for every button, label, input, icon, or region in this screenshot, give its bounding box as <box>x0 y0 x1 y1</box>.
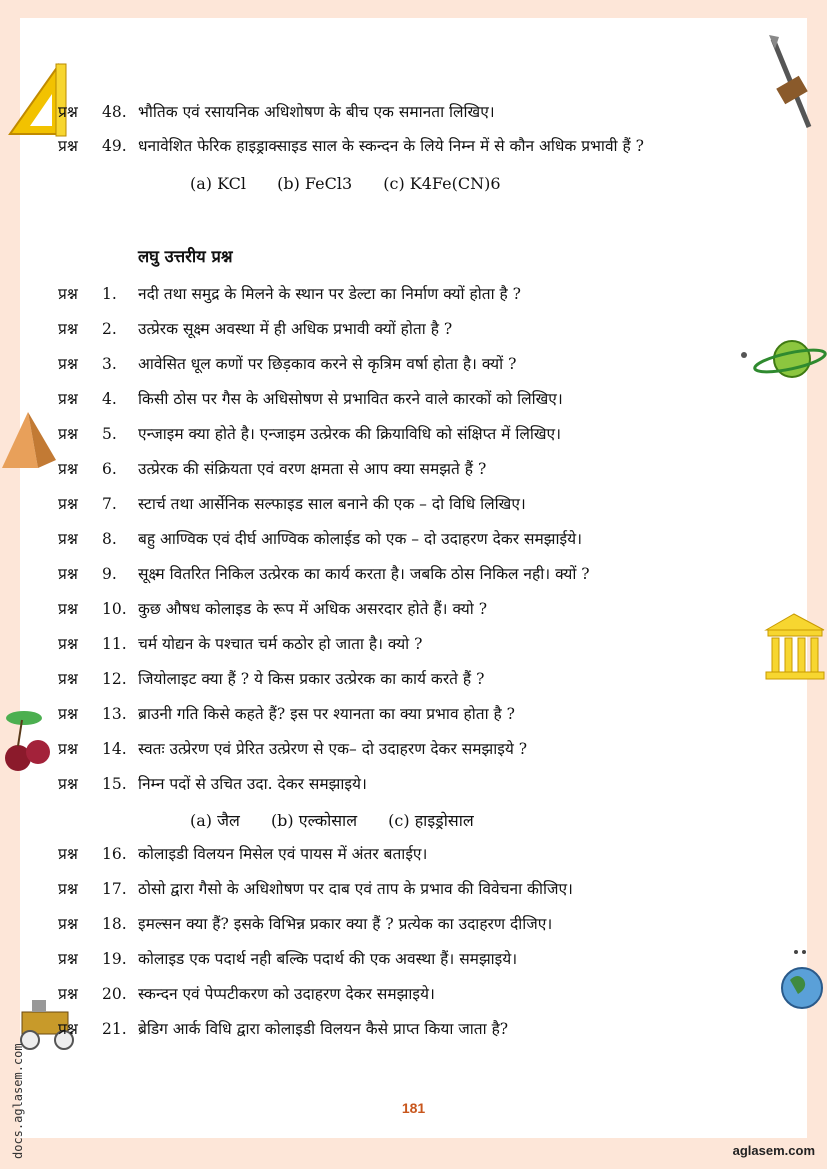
question-label: प्रश्न <box>58 320 78 338</box>
question-label: प्रश्न <box>58 670 78 688</box>
question-label: प्रश्न <box>58 285 78 303</box>
question-text: भौतिक एवं रसायनिक अधिशोषण के बीच एक समानता लिखिए। <box>138 103 495 121</box>
question-number: 1. <box>102 285 117 303</box>
q15-options <box>190 809 500 831</box>
question-label: प्रश्न <box>58 103 78 121</box>
q49-options <box>190 174 527 193</box>
question-text: बहु आण्विक एवं दीर्घ आण्विक कोलाईड को एक – दो उदाहरण देकर समझाईये। <box>138 530 582 548</box>
question-number: 21. <box>102 1020 127 1038</box>
option-a: (a) KCl <box>190 174 246 193</box>
question-text: कोलाइड एक पदार्थ नही बल्कि पदार्थ की एक अवस्था हैं। समझाइये। <box>138 950 518 968</box>
question-row <box>58 949 517 969</box>
page-number: 181 <box>401 1100 426 1116</box>
question-text: किसी ठोस पर गैस के अधिसोषण से प्रभावित करने वाले कारकों को लिखिए। <box>138 390 563 408</box>
planet-icon <box>740 335 827 383</box>
question-text: ब्राउनी गति किसे कहते हैं? इस पर श्यानता का क्या प्रभाव होता है ? <box>138 705 515 723</box>
question-48 <box>58 102 495 122</box>
question-label: प्रश्न <box>58 460 78 478</box>
option-a: (a) जैल <box>190 811 240 830</box>
question-row <box>58 424 561 444</box>
question-row <box>58 529 582 549</box>
question-label: प्रश्न <box>58 495 78 513</box>
question-text: स्वतः उत्प्रेरण एवं प्रेरित उत्प्रेरण से एक– दो उदाहरण देकर समझाइये ? <box>138 740 528 758</box>
question-row <box>58 389 563 409</box>
question-text: इमल्सन क्या हैं? इसके विभिन्न प्रकार क्या हैं ? प्रत्येक का उदाहरण दीजिए। <box>138 915 553 933</box>
question-row <box>58 844 427 864</box>
question-text: स्कन्दन एवं पेप्पटीकरण को उदाहरण देकर समझाइये। <box>138 985 435 1003</box>
question-text: सूक्ष्म वितरित निकिल उत्प्रेरक का कार्य करता है। जबकि ठोस निकिल नही। क्यों ? <box>138 565 590 583</box>
question-label: प्रश्न <box>58 1020 78 1038</box>
question-label: प्रश्न <box>58 355 78 373</box>
globe-icon <box>778 948 827 1014</box>
question-row <box>58 599 487 619</box>
question-text: आवेसित धूल कणों पर छिड़काव करने से कृत्रिम वर्षा होता है। क्यों ? <box>138 355 517 373</box>
question-text: नदी तथा समुद्र के मिलने के स्थान पर डेल्टा का निर्माण क्यों होता है ? <box>138 285 521 303</box>
question-number: 19. <box>102 950 127 968</box>
vertical-watermark: docs.aglasem.com <box>11 1043 25 1159</box>
question-text: एन्जाइम क्या होते है। एन्जाइम उत्प्रेरक की क्रियाविधि को संक्षिप्त में लिखिए। <box>138 425 561 443</box>
question-label: प्रश्न <box>58 565 78 583</box>
question-number: 3. <box>102 355 117 373</box>
question-row <box>58 494 526 514</box>
question-number: 12. <box>102 670 127 688</box>
question-label: प्रश्न <box>58 985 78 1003</box>
question-row <box>58 879 573 899</box>
ruler-triangle-icon <box>4 60 68 138</box>
option-b: (b) एल्कोसाल <box>270 811 358 830</box>
question-number: 7. <box>102 495 117 513</box>
temple-icon <box>762 612 827 682</box>
question-row <box>58 669 484 689</box>
question-row <box>58 704 515 724</box>
question-number: 18. <box>102 915 127 933</box>
question-label: प्रश्न <box>58 740 78 758</box>
question-row <box>58 459 486 479</box>
option-c: (c) K4Fe(CN)6 <box>383 174 501 193</box>
question-label: प्रश्न <box>58 137 78 155</box>
question-number: 2. <box>102 320 117 338</box>
question-number: 11. <box>102 635 127 653</box>
question-number: 15. <box>102 775 127 793</box>
pyramid-icon <box>0 410 58 472</box>
question-text: ब्रेडिग आर्क विधि द्वारा कोलाइडी विलयन कैसे प्राप्त किया जाता है? <box>138 1020 509 1038</box>
question-label: प्रश्न <box>58 705 78 723</box>
site-name: aglasem.com <box>732 1143 815 1158</box>
question-number: 10. <box>102 600 127 618</box>
option-c: (c) हाइड्रोसाल <box>388 811 474 830</box>
question-text: उत्प्रेरक की संक्रियता एवं वरण क्षमता से आप क्या समझते हैं ? <box>138 460 487 478</box>
question-label: प्रश्न <box>58 635 78 653</box>
question-number: 9. <box>102 565 117 583</box>
question-label: प्रश्न <box>58 425 78 443</box>
question-text: निम्न पदों से उचित उदा. देकर समझाइये। <box>138 775 367 793</box>
question-text: चर्म योद्यन के पश्चात चर्म कठोर हो जाता है। क्यो ? <box>138 635 423 653</box>
question-row <box>58 984 435 1004</box>
question-number: 49. <box>102 137 127 155</box>
question-row <box>58 634 422 654</box>
question-text: स्टार्च तथा आर्सेनिक सल्फाइड साल बनाने की एक – दो विधि लिखिए। <box>138 495 526 513</box>
question-text: धनावेशित फेरिक हाइड्राक्साइड साल के स्कन्दन के लिये निम्न में से कौन अधिक प्रभावी हैं ? <box>138 137 644 155</box>
question-row <box>58 739 527 759</box>
question-label: प्रश्न <box>58 530 78 548</box>
question-row <box>58 914 552 934</box>
question-number: 8. <box>102 530 117 548</box>
question-label: प्रश्न <box>58 845 78 863</box>
question-label: प्रश्न <box>58 600 78 618</box>
question-row <box>58 354 516 374</box>
question-number: 16. <box>102 845 127 863</box>
question-row <box>58 319 452 339</box>
question-number: 14. <box>102 740 127 758</box>
question-label: प्रश्न <box>58 880 78 898</box>
question-text: जियोलाइट क्या हैं ? ये किस प्रकार उत्प्रेरक का कार्य करते हैं ? <box>138 670 485 688</box>
question-number: 4. <box>102 390 117 408</box>
question-text: ठोसो द्वारा गैसो के अधिशोषण पर दाब एवं ताप के प्रभाव की विवेचना कीजिए। <box>138 880 573 898</box>
question-number: 17. <box>102 880 127 898</box>
question-number: 5. <box>102 425 117 443</box>
question-row <box>58 564 590 584</box>
question-label: प्रश्न <box>58 950 78 968</box>
section-heading: लघु उत्तरीय प्रश्न <box>138 247 233 266</box>
question-number: 13. <box>102 705 127 723</box>
question-number: 20. <box>102 985 127 1003</box>
cherries-icon <box>2 706 58 778</box>
question-label: प्रश्न <box>58 915 78 933</box>
question-row <box>58 284 521 304</box>
question-number: 48. <box>102 103 127 121</box>
question-number: 6. <box>102 460 117 478</box>
tools-icon <box>765 35 820 135</box>
option-b: (b) FeCl3 <box>277 174 353 193</box>
question-text: कुछ औषध कोलाइड के रूप में अधिक असरदार होते हैं। क्यो ? <box>138 600 488 618</box>
question-row <box>58 774 367 794</box>
question-label: प्रश्न <box>58 390 78 408</box>
question-text: उत्प्रेरक सूक्ष्म अवस्था में ही अधिक प्रभावी क्यों होता है ? <box>138 320 453 338</box>
question-text: कोलाइडी विलयन मिसेल एवं पायस में अंतर बताईए। <box>138 845 428 863</box>
question-49 <box>58 136 644 156</box>
question-row <box>58 1019 508 1039</box>
question-label: प्रश्न <box>58 775 78 793</box>
